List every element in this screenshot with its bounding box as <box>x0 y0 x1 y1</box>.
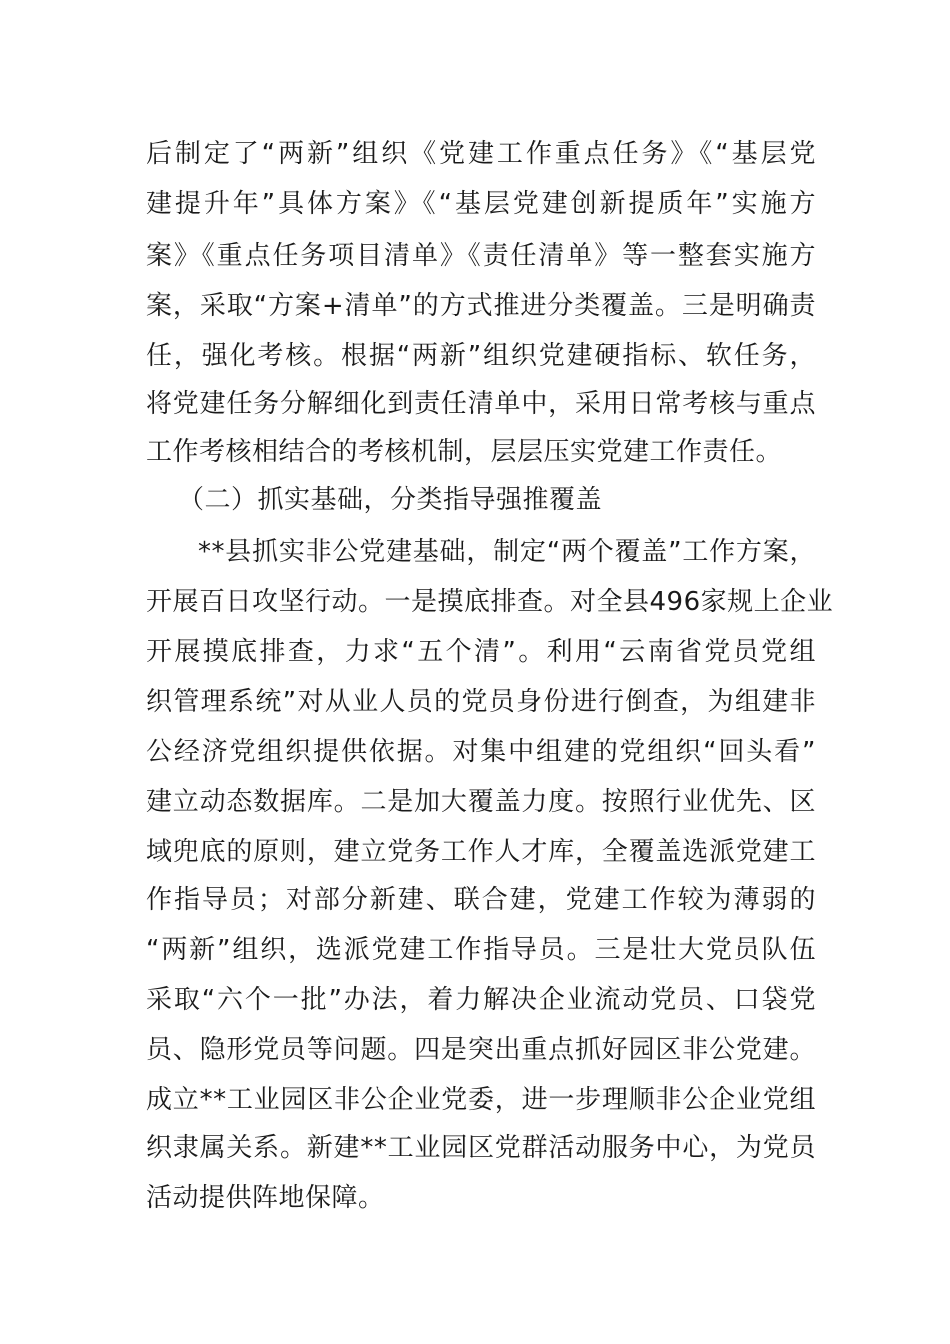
paragraph-2-line: 作指导员；对部分新建、联合建，党建工作较为薄弱的 <box>146 885 816 915</box>
paragraph-2-line: 活动提供阵地保障。 <box>146 1183 385 1213</box>
paragraph-1-line: 工作考核相结合的考核机制，层层压实党建工作责任。 <box>146 437 783 467</box>
paragraph-2-line: 采取“六个一批”办法，着力解决企业流动党员、口袋党 <box>146 985 816 1015</box>
paragraph-2-line: 成立**工业园区非公企业党委，进一步理顺非公企业党组 <box>146 1085 816 1115</box>
paragraph-2-line: 员、隐形党员等问题。四是突出重点抓好园区非公党建。 <box>146 1035 816 1065</box>
paragraph-2-line: **县抓实非公党建基础，制定“两个覆盖”工作方案， <box>198 537 816 567</box>
paragraph-2-line: 织管理系统”对从业人员的党员身份进行倒查，为组建非 <box>146 687 816 717</box>
paragraph-1-line: 后制定了“两新”组织《党建工作重点任务》《“基层党 <box>146 139 816 169</box>
paragraph-1-line: 任，强化考核。根据“两新”组织党建硬指标、软任务， <box>146 341 816 371</box>
paragraph-1-line: 建提升年”具体方案》《“基层党建创新提质年”实施方 <box>146 189 816 219</box>
paragraph-1-line: 将党建任务分解细化到责任清单中，采用日常考核与重点 <box>146 389 816 419</box>
paragraph-2-line: 开展百日攻坚行动。一是摸底排查。对全县496家规上企业 <box>146 587 834 617</box>
paragraph-1-line: 案》《重点任务项目清单》《责任清单》等一整套实施方 <box>146 241 816 271</box>
paragraph-2-line: 织隶属关系。新建**工业园区党群活动服务中心，为党员 <box>146 1133 816 1163</box>
paragraph-1-line: 案，采取“方案+清单”的方式推进分类覆盖。三是明确责 <box>146 291 816 321</box>
paragraph-2-line: “两新”组织，选派党建工作指导员。三是壮大党员队伍 <box>146 935 816 965</box>
section-heading: （二）抓实基础，分类指导强推覆盖 <box>178 485 603 515</box>
paragraph-2-line: 建立动态数据库。二是加大覆盖力度。按照行业优先、区 <box>146 787 816 817</box>
paragraph-2-line: 公经济党组织提供依据。对集中组建的党组织“回头看” <box>146 737 816 767</box>
paragraph-2-line: 开展摸底排查，力求“五个清”。利用“云南省党员党组 <box>146 637 816 667</box>
paragraph-2-line: 域兜底的原则，建立党务工作人才库，全覆盖选派党建工 <box>146 837 816 867</box>
